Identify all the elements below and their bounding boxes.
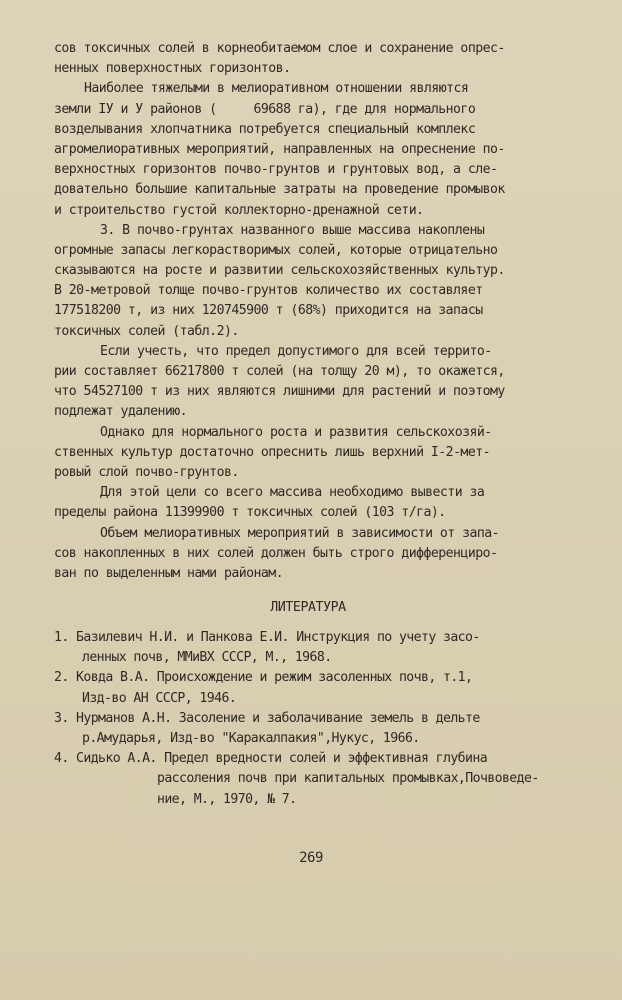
references-list [54, 628, 562, 810]
text-line: сказываются на росте и развитии сельскохозяйственных культур. [54, 263, 505, 279]
text-line: 177518200 т, из них 120745900 т (68%) приходится на запасы [54, 303, 483, 319]
text-line: Однако для нормального роста и развития сельскохозяй- [100, 424, 492, 440]
text-line: ненных поверхностных горизонтов. [54, 61, 291, 77]
text-line: огромные запасы легкорастворимых солей, которые отрицательно [54, 242, 498, 258]
reference-item: 2. Ковда В.А. Происхождение и режим засоленных почв, т.1, [54, 670, 473, 686]
text-line: 3. В почво-грунтах названного выше массива накоплены [100, 222, 485, 238]
text-line: пределы района 11399900 т токсичных солей (103 т/га). [54, 505, 446, 521]
text-line: агромелиоративных мероприятий, направленных на опреснение по- [54, 141, 505, 157]
reference-item: 3. Нурманов А.Н. Засоление и заболачивание земель в дельте [54, 710, 480, 726]
references-heading: ЛИТЕРАТУРА [270, 600, 346, 616]
reference-item: р.Амударья, Изд-во "Каракалпакия",Нукус, 1966. [82, 731, 420, 746]
text-line: токсичных солей (табл.2). [54, 323, 239, 339]
text-line: Наиболее тяжелыми в мелиоративном отношении являются [84, 81, 469, 97]
text-line: Объем мелиоративных мероприятий в зависимости от запа- [100, 525, 500, 541]
body-text [54, 39, 562, 584]
reference-item: ние, М., 1970, № 7. [157, 791, 297, 807]
text-line: возделывания хлопчатника потребуется специальный комплекс [54, 121, 476, 137]
reference-item: 4. Сидько А.А. Предел вредности солей и эффективная глубина [54, 751, 488, 767]
reference-item: Изд-во АН СССР, 1946. [82, 690, 237, 706]
reference-item: 1. Базилевич Н.И. и Панкова Е.И. Инструкция по учету засо- [54, 630, 480, 646]
reference-item: ленных почв, ММиВХ СССР, М., 1968. [82, 650, 332, 666]
text-line: ровый слой почво-грунтов. [54, 464, 239, 480]
text-line: ственных культур достаточно опреснить лишь верхний I-2-мет- [54, 444, 490, 460]
text-line: довательно большие капитальные затраты на проведение промывок [54, 182, 505, 198]
page-number: 269 [299, 850, 323, 866]
text-line: и строительство густой коллекторно-дренажной сети. [54, 202, 424, 218]
text-line: сов накопленных в них солей должен быть строго дифференциро- [54, 545, 498, 561]
text-line: Для этой цели со всего массива необходимо вывести за [100, 485, 485, 501]
text-line: подлежат удалению. [54, 404, 188, 420]
text-line: сов токсичных солей в корнеобитаемом слое и сохранение опрес- [54, 41, 505, 56]
text-line: Если учесть, что предел допустимого для всей террито- [100, 343, 492, 359]
text-line: что 54527100 т из них являются лишними для растений и поэтому [54, 384, 505, 400]
text-line: рии составляет 66217800 т солей (на толщу 20 м), то окажется, [54, 364, 505, 379]
text-line: В 20-метровой толще почво-грунтов количество их составляет [54, 283, 483, 299]
text-line: верхностных горизонтов почво-грунтов и грунтовых вод, а сле- [54, 162, 498, 178]
text-line: ван по выделенным нами районам. [54, 565, 284, 581]
reference-item: рассоления почв при капитальных промывках,Почвоведе- [157, 771, 539, 787]
text-line: земли IУ и У районов ( 69688 га), где для нормального [54, 101, 476, 117]
